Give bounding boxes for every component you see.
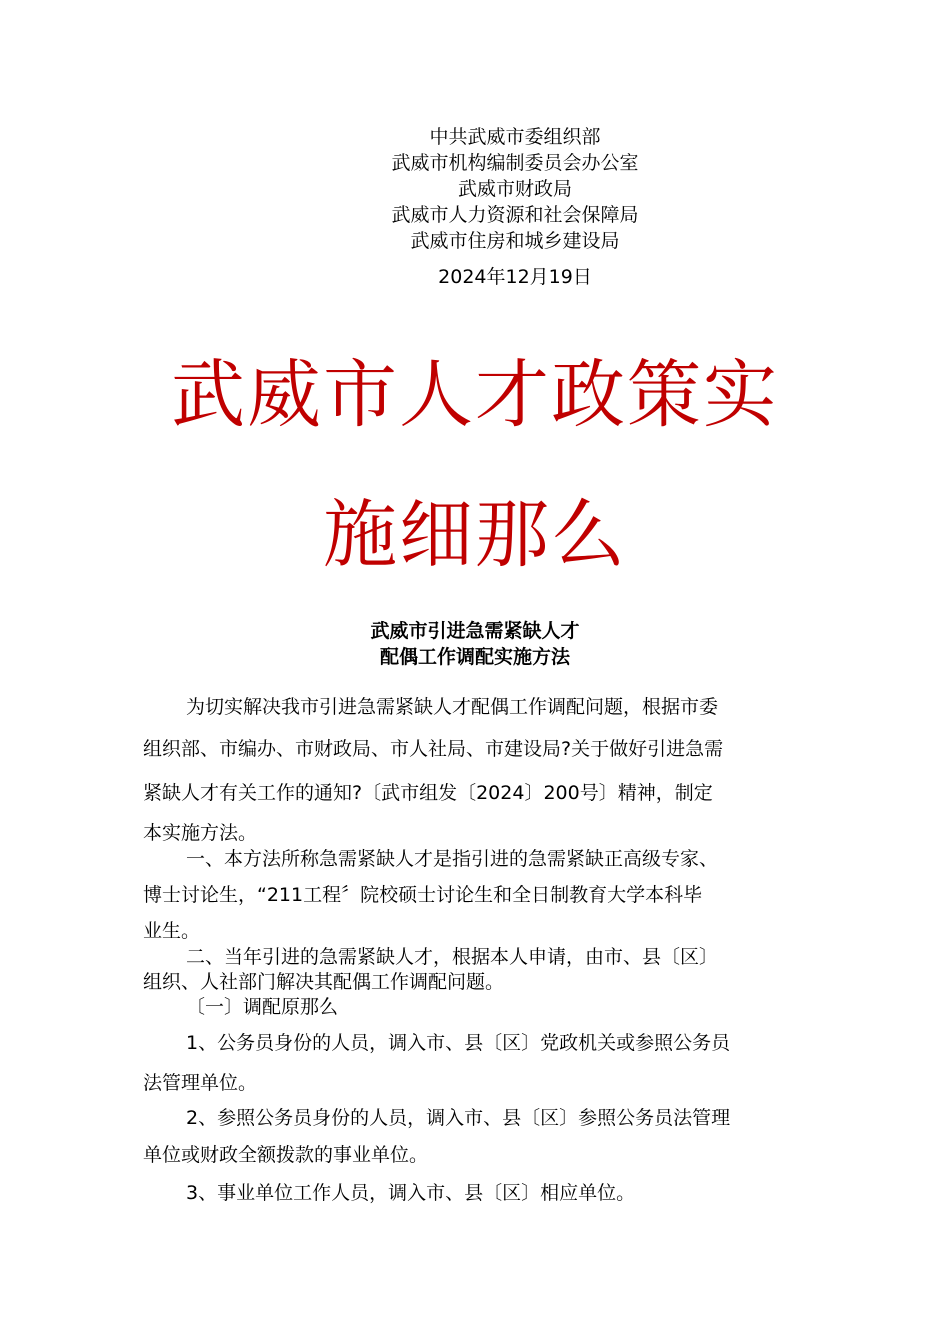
issuer-line: 武威市人力资源和社会保障局 [391,204,639,226]
issue-date-text: 2024年12月19日 [438,266,592,288]
section-title-line-1: 武威市引进急需紧缺人才 [370,620,580,642]
body-line: 紧缺人才有关工作的通知?〔武市组发〔2024〕200号〕精神，制定 [143,782,713,804]
issuer-line: 武威市财政局 [457,178,572,200]
body-line: 2、参照公务员身份的人员，调入市、县〔区〕参照公务员法管理 [186,1107,731,1129]
body-line: 组织、人社部门解决其配偶工作调配问题。 [143,971,505,993]
body-line: 本实施方法。 [143,822,258,844]
issuer-line: 武威市住房和城乡建设局 [410,230,620,252]
issuer-line: 中共武威市委组织部 [429,126,601,148]
main-title-line-2: 施细那么 [323,492,627,578]
issuer-line: 武威市机构编制委员会办公室 [391,152,639,174]
body-line: 二、当年引进的急需紧缺人才，根据本人申请，由市、县〔区〕 [186,946,719,968]
issuer-list [0,124,950,254]
body-line: 博士讨论生，“211工程〞院校硕士讨论生和全日制教育大学本科毕 [143,884,703,906]
body-line: 单位或财政全额拨款的事业单位。 [143,1144,429,1166]
body-line: 一、本方法所称急需紧缺人才是指引进的急需紧缺正高级专家、 [186,848,719,870]
body-line: 业生。 [143,920,201,942]
body-line: 法管理单位。 [143,1072,258,1094]
body-line: 3、事业单位工作人员，调入市、县〔区〕相应单位。 [186,1182,636,1204]
section-title-line-2: 配偶工作调配实施方法 [379,646,570,668]
body-line: 1、公务员身份的人员，调入市、县〔区〕党政机关或参照公务员 [186,1032,731,1054]
body-line: 〔一〕调配原那么 [186,996,339,1018]
section-title [0,618,950,670]
body-line: 为切实解决我市引进急需紧缺人才配偶工作调配问题，根据市委 [186,696,719,718]
issue-date [0,262,950,289]
main-title-line-1: 武威市人才政策实 [171,352,779,438]
body-line: 组织部、市编办、市财政局、市人社局、市建设局?关于做好引进急需 [143,738,724,760]
